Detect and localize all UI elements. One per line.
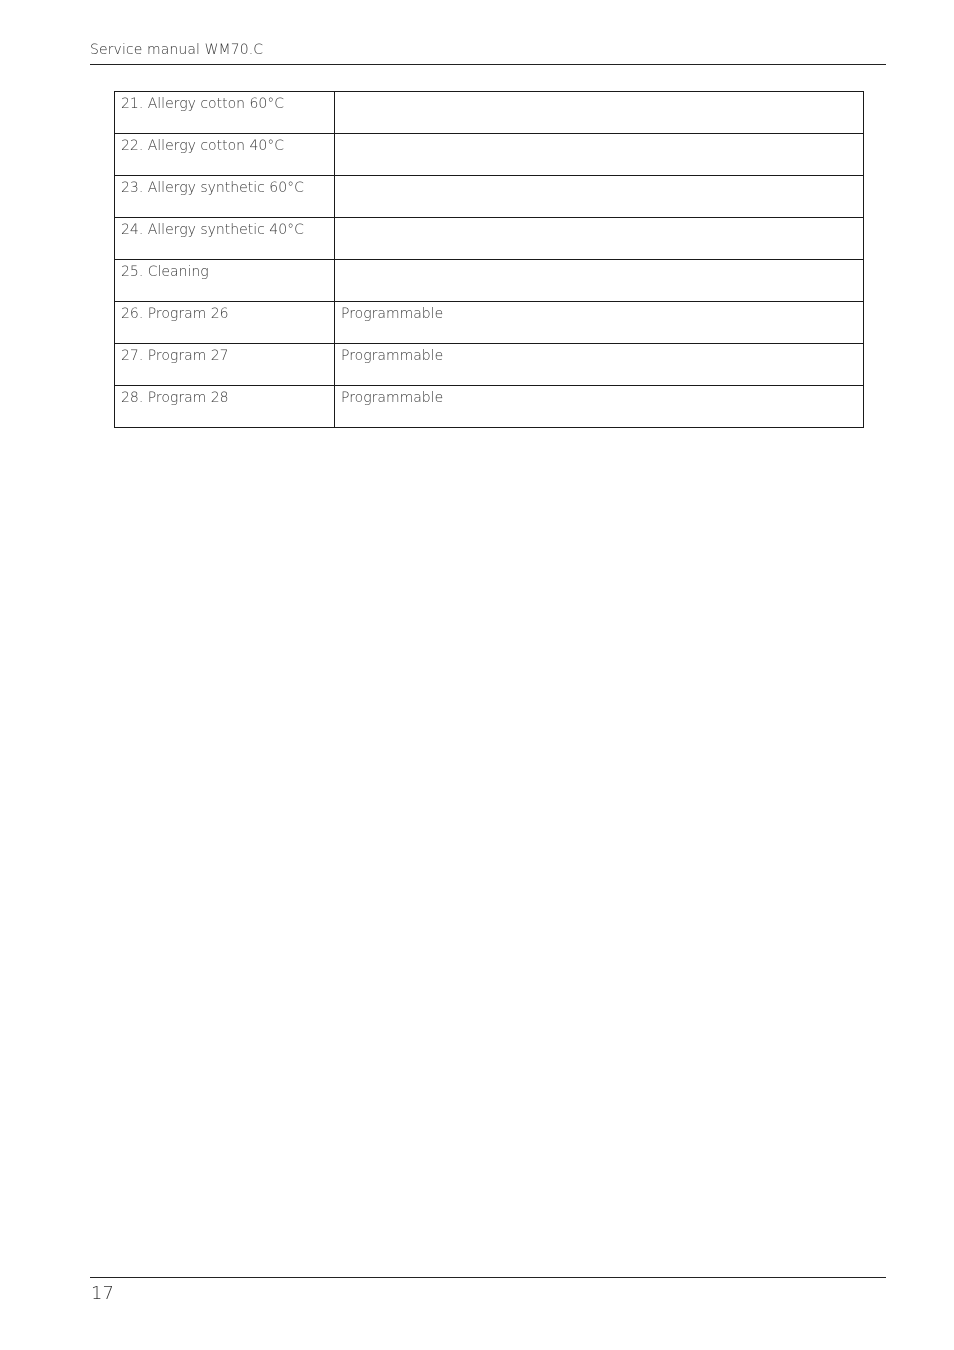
- program-name-cell: 25. Cleaning: [115, 260, 335, 302]
- page-number: 17: [91, 1283, 114, 1304]
- table-row: [115, 218, 864, 260]
- page-header-title: Service manual WM70.C: [90, 42, 264, 58]
- program-description-cell: Programmable: [335, 302, 864, 344]
- program-name-cell: 23. Allergy synthetic 60°C: [115, 176, 335, 218]
- table-row: [115, 134, 864, 176]
- program-name-cell: 22. Allergy cotton 40°C: [115, 134, 335, 176]
- table-row: [115, 260, 864, 302]
- program-description-cell: [335, 92, 864, 134]
- header-divider: [90, 64, 886, 65]
- table-row: [115, 302, 864, 344]
- program-name-cell: 21. Allergy cotton 60°C: [115, 92, 335, 134]
- program-table: [114, 91, 864, 428]
- program-description-cell: Programmable: [335, 386, 864, 428]
- table-row: [115, 386, 864, 428]
- program-name-cell: 26. Program 26: [115, 302, 335, 344]
- program-name-cell: 28. Program 28: [115, 386, 335, 428]
- program-name-cell: 24. Allergy synthetic 40°C: [115, 218, 335, 260]
- program-description-cell: [335, 134, 864, 176]
- program-description-cell: [335, 176, 864, 218]
- table-row: [115, 92, 864, 134]
- program-description-cell: [335, 260, 864, 302]
- program-name-cell: 27. Program 27: [115, 344, 335, 386]
- program-description-cell: Programmable: [335, 344, 864, 386]
- table-row: [115, 176, 864, 218]
- table-row: [115, 344, 864, 386]
- program-description-cell: [335, 218, 864, 260]
- footer-divider: [90, 1277, 886, 1278]
